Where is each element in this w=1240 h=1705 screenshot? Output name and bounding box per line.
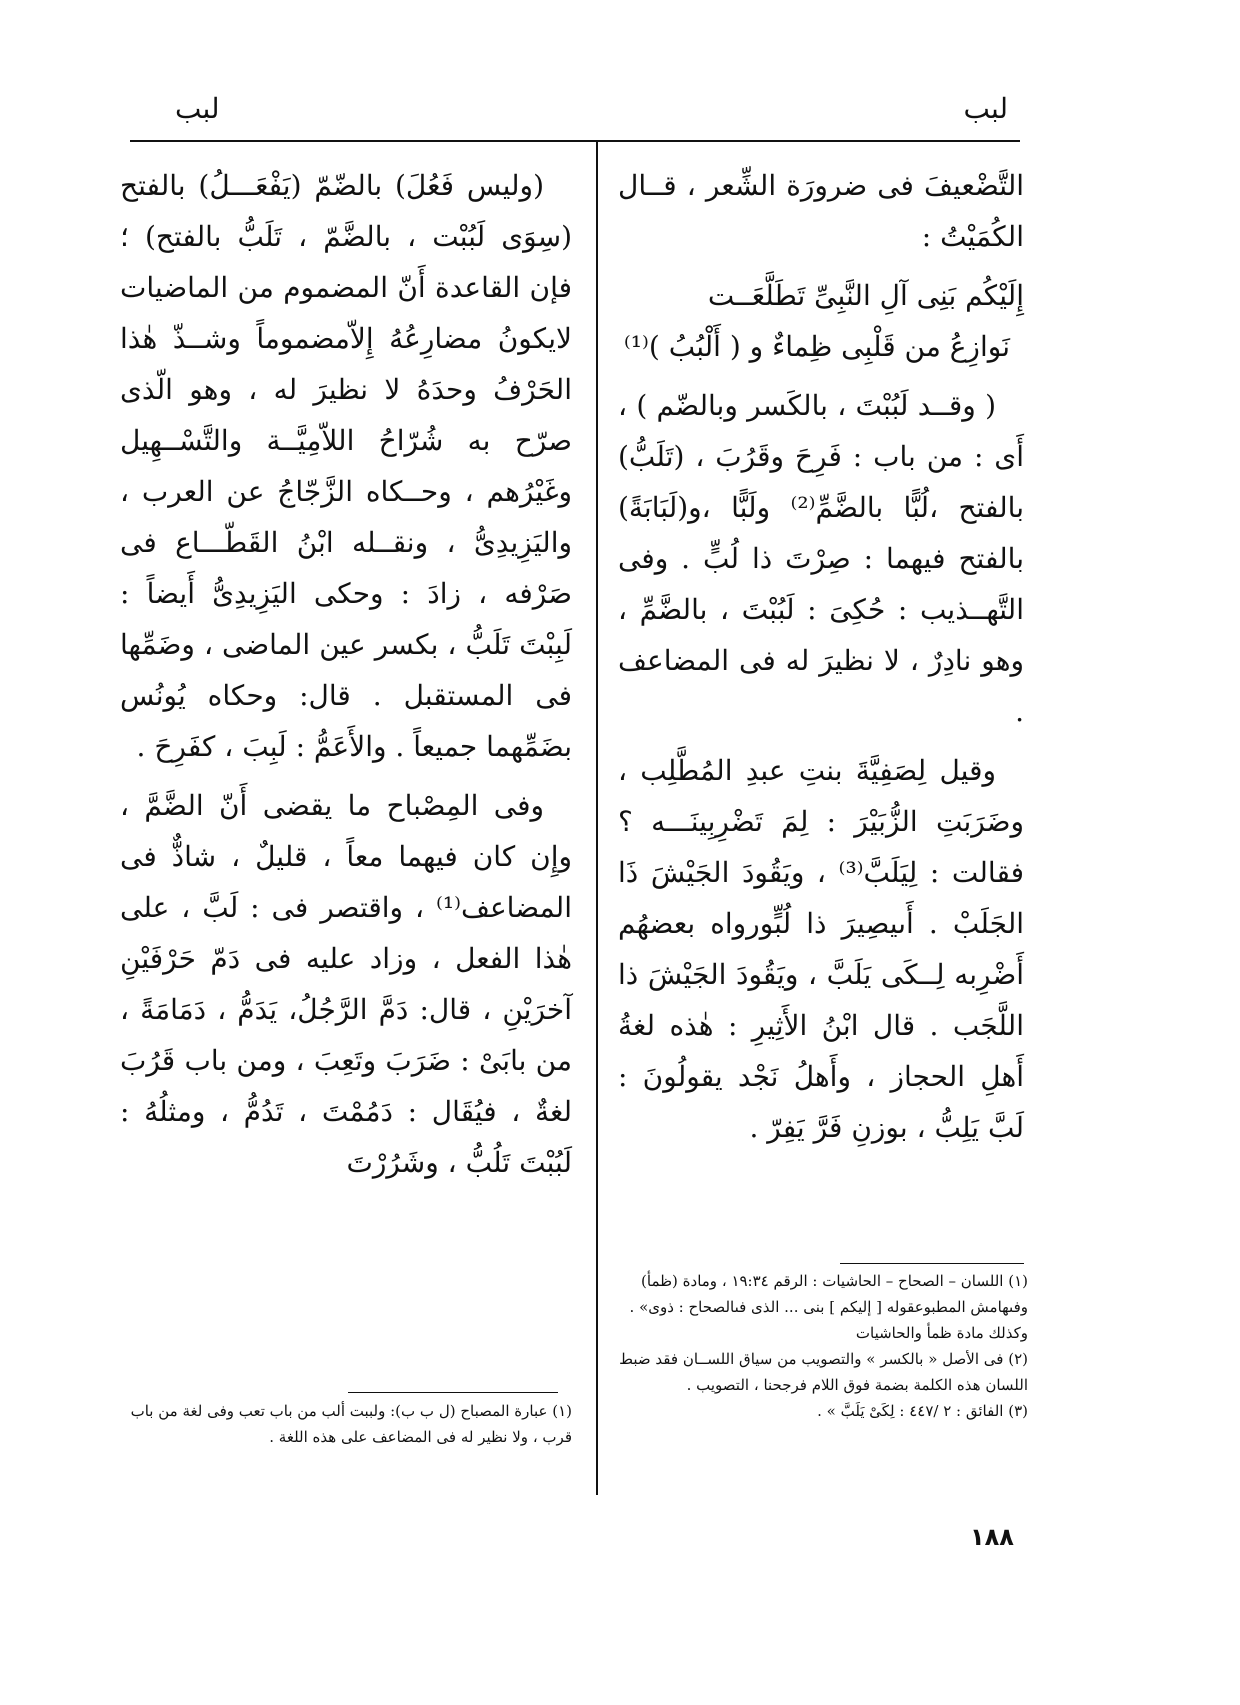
footnotes-right bbox=[618, 1268, 1028, 1424]
verse-hemistich-1: إِلَيْكُم بَنِى آلِ النَّبِىِّ تَطَلَّعَــت bbox=[707, 279, 1024, 312]
verse-hemistich-2: نَوازِعُ من قَلْبِى ظِماءٌ و ( أَلْبُبُ )⁽¹⁾ bbox=[623, 330, 1010, 363]
footnote-rule-left bbox=[348, 1392, 558, 1393]
right-column bbox=[618, 160, 1024, 1153]
paragraph: التَّضْعيفَ فى ضرورَة الشِّعر ، قــال الكُمَيْتُ : bbox=[618, 169, 1024, 253]
column-divider bbox=[596, 140, 598, 1495]
footnote: (٣) الفائق : ٢ /٤٤٧ : لِكَىْ يَلَبَّ » . bbox=[817, 1402, 1028, 1420]
footnote: (١) اللسان – الصحاح – الحاشيات : الرقم ١٩:٣٤ ، ومادة (ظمأ) وفىهامش المطبوعقوله [ إليكم ] بنى ... الذى فىالصحاح : ذوى» . وكذلك مادة ظمأ والحاشيات bbox=[629, 1272, 1028, 1342]
running-header-right: لبب bbox=[963, 92, 1008, 125]
header-rule bbox=[130, 140, 1020, 142]
paragraph: ( وقــد لَبُبْتَ ، بالكَسر وبالضّم ) ، أَى : من باب : فَرِحَ وقَرُبَ ، (تَلَبُّ) بالفتح ،لُبًّا بالضَّمِّ⁽²⁾ ولَبًّا ،و(لَبَابَةً) بالفتح فيهما : صِرْتَ ذا لُبٍّ . وفى التَّهــذيب : حُكِىَ : لَبُبْتَ ، بالضَّمِّ ، وهو نادِرٌ ، لا نظيرَ له فى المضاعف . bbox=[618, 389, 1024, 728]
footnote: (٢) فى الأصل « بالكسر » والتصويب من سياق اللســان فقد ضبط اللسان هذه الكلمة بضمة فوق اللام فرجحنا ، التصويب . bbox=[619, 1350, 1028, 1394]
left-column bbox=[120, 160, 572, 1188]
footnote-rule-right bbox=[840, 1263, 1024, 1264]
running-header-left: لبب bbox=[175, 92, 220, 125]
page-number: ١٨٨ bbox=[970, 1523, 1014, 1551]
paragraph: وفى المِصْباح ما يقضى أَنّ الضَّمَّ ، وإِن كان فيهما معاً ، قليلٌ ، شاذٌّ فى المضاعف⁽¹⁾ ، واقتصر فى : لَبَّ ، على هٰذا الفعل ، وزاد عليه فى دَمّ حَرْفَيْنِ آخرَيْنِ ، قال: دَمَّ الرَّجُلُ، يَدَمُّ ، دَمَامَةً ، من بابَىْ : ضَرَبَ وتَعِبَ ، ومن باب قَرُبَ لغةٌ ، فيُقَال : دَمُمْتَ ، تَدُمُّ ، ومثلُهُ : لَبُبْتَ تَلُبُّ ، وشَرُرْتَ bbox=[120, 789, 572, 1179]
paragraph: وقيل لِصَفِيَّةَ بنتِ عبدِ المُطَّلِب ، وضَرَبَتِ الزُّبَيْرَ : لِمَ تَضْرِبِينَـــه ؟ فقالت : لِيَلَبَّ⁽³⁾ ، ويَقُودَ الجَيْشَ ذَا الجَلَبْ . أَىيصِيرَ ذا لُبٍّورواه بعضهُم أَضْرِبه لِــكَى يَلَبَّ ، ويَقُودَ الجَيْشَ ذا اللَّجَب . قال ابْنُ الأَثِيرِ : هٰذه لغةُ أَهلِ الحجاز ، وأَهلُ نَجْد يقولُونَ : لَبَّ يَلِبُّ ، بوزنِ فَرَّ يَفِرّ . bbox=[618, 754, 1024, 1144]
footnotes-left bbox=[120, 1398, 572, 1450]
paragraph: (وليس فَعُلَ) بالضّمّ (يَفْعَـــلُ) بالفتح (سِوَى لَبُبْت ، بالضَّمّ ، تَلَبُّ بالفتح) ؛ فإن القاعدة أَنّ المضموم من الماضيات لايكونُ مضارِعُهُ إِلاّمضموماً وشــذّ هٰذا الحَرْفُ وحدَهُ لا نظيرَ له ، وهو الّذى صرّح به شُرّاحُ اللاّمِيَّــة والتَّسْــهِيل وغَيْرُهم ، وحــكاه الزَّجّاجُ عن العرب ، واليَزِيدِىُّ ، ونقــله ابْنُ القَطّـــاع فى صَرْفه ، زادَ : وحكى اليَزِيدِىُّ أَيضاً : لَبِبْتَ تَلَبُّ ، بكسر عين الماضى ، وضَمِّها فى المستقبل . قال: وحكاه يُونُس بضَمِّهما جميعاً . والأَعَمُّ : لَبِبَ ، كفَرِحَ . bbox=[120, 169, 572, 763]
footnote: (١) عبارة المصباح (ل ب ب): ولببت ألب من باب تعب وفى لغة من باب قرب ، ولا نظير له فى المضاعف على هذه اللغة . bbox=[130, 1402, 572, 1446]
poem-verse bbox=[618, 270, 1024, 372]
